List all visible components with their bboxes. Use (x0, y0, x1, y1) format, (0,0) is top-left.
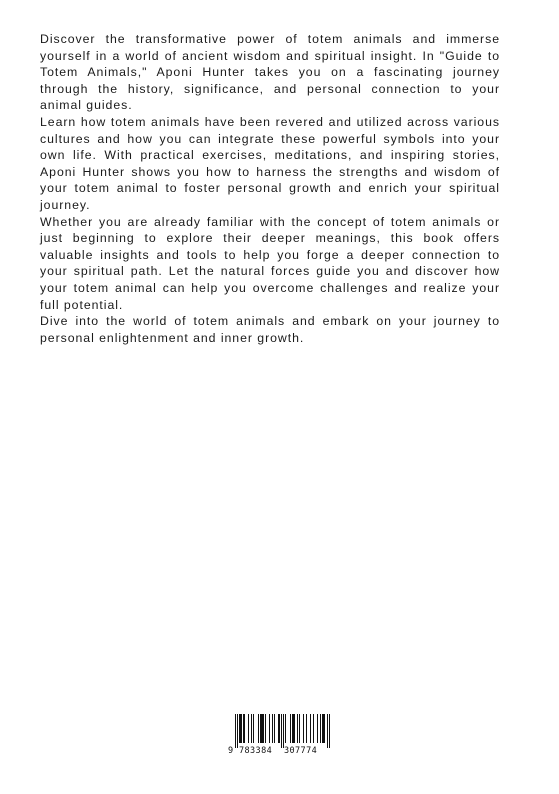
barcode-guard-bar (327, 714, 328, 748)
isbn-barcode (228, 714, 332, 756)
barcode-bar (251, 714, 252, 743)
barcode-bar (244, 714, 245, 743)
barcode-bar (262, 714, 263, 743)
barcode-bar (253, 714, 254, 743)
barcode-guard-bar (329, 714, 330, 748)
barcode-bar (293, 714, 294, 743)
barcode-bar (260, 714, 261, 743)
description-paragraph-3: Whether you are already familiar with the concept of totem animals or just beginning to explore their deeper meanings, this book offers valuable insights and tools to help you forge a deeper connection to your spiritual path. Let the natural forces guide you and discover how your totem animal can help you overcome challenges and realize your full potential. (40, 214, 500, 312)
barcode-bar (239, 714, 240, 743)
barcode-bar (292, 714, 293, 743)
barcode-bar (299, 714, 300, 743)
barcode-digit-first: 9 (228, 746, 234, 756)
barcode-bar (324, 714, 325, 743)
barcode-guard-bar (235, 714, 236, 748)
barcode-bar (297, 714, 298, 743)
barcode-bar (306, 714, 307, 743)
barcode-bar (313, 714, 314, 743)
barcode-bar (290, 714, 291, 743)
barcode-bar (320, 714, 321, 743)
barcode-bar (241, 714, 242, 743)
book-description (40, 31, 500, 346)
barcode-bar (272, 714, 273, 743)
barcode-bar (278, 714, 279, 743)
barcode-bar (317, 714, 318, 743)
barcode-bar (261, 714, 262, 743)
description-paragraph-4: Dive into the world of totem animals and embark on your journey to personal enlightenment and inner growth. (40, 314, 500, 345)
barcode-guard-bar (283, 714, 284, 748)
description-paragraph-2: Learn how totem animals have been revered and utilized across various cultures and how you can integrate these powerful symbols into your own life. With practical exercises, meditations, and inspiring stories, Aponi Hunter shows you how to harness the strengths and wisdom of your totem animal to foster personal growth and enrich your spiritual journey. (40, 114, 500, 212)
barcode-bars (228, 714, 332, 748)
barcode-guard-bar (237, 714, 238, 748)
barcode-bar (265, 714, 266, 743)
barcode-bar (248, 714, 249, 743)
barcode-bar (322, 714, 323, 743)
barcode-bar (303, 714, 304, 743)
barcode-bar (243, 714, 244, 743)
barcode-guard-bar (281, 714, 282, 748)
barcode-bar (258, 714, 259, 743)
barcode-bar (294, 714, 295, 743)
barcode-bar (323, 714, 324, 743)
barcode-bar (274, 714, 275, 743)
barcode-digits-right: 307774 (284, 746, 318, 756)
barcode-bar (285, 714, 286, 743)
barcode-digits-left: 783384 (239, 746, 273, 756)
barcode-bar (279, 714, 280, 743)
barcode-bar (310, 714, 311, 743)
description-paragraph-1: Discover the transformative power of totem animals and immerse yourself in a world of ancient wisdom and spiritual insight. In "Guide to Totem Animals," Aponi Hunter takes you on a fascinating journey through the history, significance, and personal connection to your animal guides. (40, 32, 500, 113)
barcode-bar (240, 714, 241, 743)
barcode-bar (269, 714, 270, 743)
barcode-bar (263, 714, 264, 743)
